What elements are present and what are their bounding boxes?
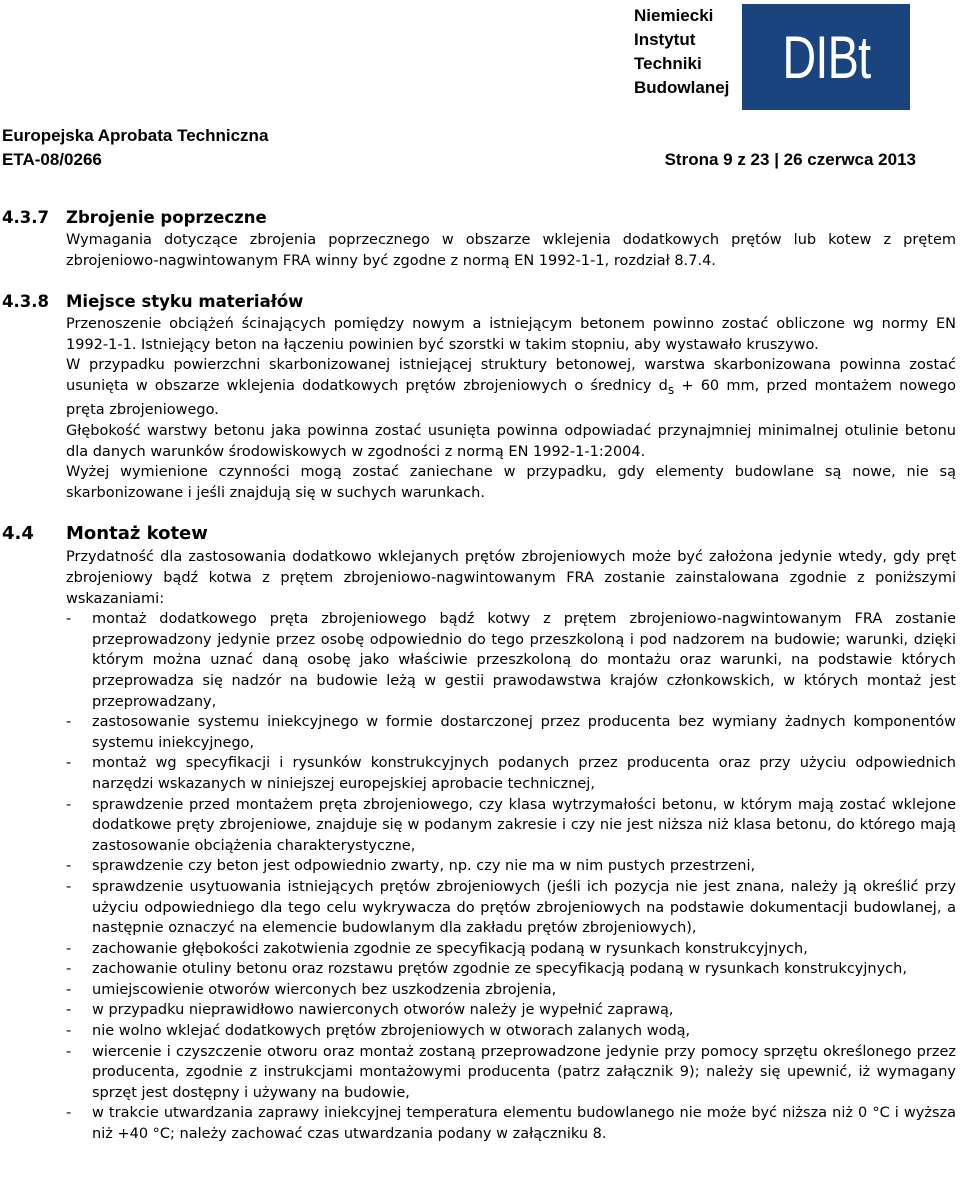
paragraph: Wymagania dotyczące zbrojenia poprzecznego w obszarze wklejenia dodatkowych prętów lub kotew z prętem zbrojeniowo-nagwintowanym FRA winny być zgodne z normą EN 1992-1-1, rozdział 8.7.4. [66, 232, 956, 269]
list-item [66, 1000, 956, 1021]
document-title: Europejska Aprobata Techniczna [2, 126, 269, 145]
section-body [66, 230, 956, 271]
institute-name-line: Niemiecki [634, 6, 714, 25]
list-item-text: zachowanie głębokości zakotwienia zgodnie ze specyfikacją podaną w rysunkach konstrukcyjnych, [92, 940, 808, 957]
paragraph-text: W przypadku powierzchni skarbonizowanej istniejącej struktury betonowej, warstwa skarbonizowana powinna zostać usunięta w obszarze wklejenia dodatkowych prętów zbrojeniowych o średnicy d [66, 357, 956, 394]
list-item [66, 959, 956, 980]
bullet-dash: - [66, 755, 72, 772]
bullet-dash: - [66, 981, 72, 998]
list-item [66, 1021, 956, 1042]
list-item-text: sprawdzenie przed montażem pręta zbrojeniowego, czy klasa wytrzymałości betonu, w którym mają zostać wklejone dodatkowe pręty zbrojeniowe, znajduje się w podanym zakresie i czy nie jest niższa niż klasa betonu, do którego mają zastosowanie obciążenia charakterystyczne, [92, 796, 956, 854]
list-item [66, 1103, 956, 1144]
section-heading [2, 206, 956, 230]
list-item-text: montaż wg specyfikacji i rysunków konstrukcyjnych podanych przez producenta oraz przy użyciu odpowiednich narzędzi wskazanych w niniejszej europejskiej aprobacie technicznej, [92, 755, 956, 792]
document-id-block [2, 124, 268, 172]
list-item [66, 980, 956, 1001]
section-4-4 [2, 521, 956, 1144]
requirements-list [66, 609, 956, 1144]
document-body [2, 206, 956, 1145]
list-item-text: wiercenie i czyszczenie otworu oraz montaż zostaną przeprowadzone jedynie przy pomocy sprzętu określonego przez producenta, zgodnie z instrukcjami montażowymi producenta (patrz załącznik 9); należy się upewnić, iż wymagany sprzęt jest dostępny i używany na budowie, [92, 1043, 956, 1101]
list-item-text: zastosowanie systemu iniekcyjnego w formie dostarczonej przez producenta bez wymiany żadnych komponentów systemu iniekcyjnego, [92, 714, 956, 751]
paragraph: Głębokość warstwy betonu jaka powinna zostać usunięta powinna odpowiadać przynajmniej minimalnej otulinie betonu dla danych warunków środowiskowych w zgodności z normą EN 1992-1-1:2004. [66, 423, 956, 460]
document-number: ETA-08/0266 [2, 150, 102, 169]
logo-text: DIBt [782, 23, 870, 91]
institute-name-line: Budowlanej [634, 78, 730, 97]
list-item [66, 753, 956, 794]
paragraph [66, 355, 956, 421]
bullet-dash: - [66, 611, 72, 628]
bullet-dash: - [66, 878, 72, 895]
list-item-text: montaż dodatkowego pręta zbrojeniowego bądź kotwy z prętem zbrojeniowo-nagwintowanym FRA zostanie przeprowadzony jedynie przez osobę odpowiednio do tego przeszkoloną i pod nadzorem na budowie; warunki, dzięki którym można uznać daną osobę jako właściwie przeszkoloną do montażu oraz warunki, na podstawie których przeprowadza się nadzór na budowie leżą w gestii prawodawstwa krajów członkowskich, w których montaż jest przeprowadzany, [92, 611, 956, 710]
institute-name [634, 4, 744, 100]
paragraph-text: + 60 mm, przed montażem nowego pręta zbrojeniowego. [66, 377, 956, 419]
section-title: Montaż kotew [66, 523, 208, 545]
bullet-dash: - [66, 858, 72, 875]
section-body [66, 547, 956, 1144]
bullet-dash: - [66, 1023, 72, 1040]
bullet-dash: - [66, 796, 72, 813]
bullet-dash: - [66, 714, 72, 731]
bullet-dash: - [66, 1043, 72, 1060]
list-item-text: zachowanie otuliny betonu oraz rozstawu prętów zgodnie ze specyfikacją podaną w rysunkach konstrukcyjnych, [92, 961, 907, 978]
page-info: Strona 9 z 23 | 26 czerwca 2013 [664, 150, 916, 169]
institute-name-line: Instytut [634, 30, 696, 49]
paragraph: Przenoszenie obciążeń ścinających pomiędzy nowym a istniejącym betonem powinno zostać obliczone wg normy EN 1992-1-1. Istniejący beton na łączeniu powinien być szorstki w takim stopniu, aby wystawało kruszywo. [66, 316, 956, 353]
dibt-logo [742, 4, 910, 110]
section-title: Zbrojenie poprzeczne [66, 208, 267, 227]
list-item [66, 712, 956, 753]
section-body [66, 314, 956, 503]
list-item-text: w trakcie utwardzania zaprawy iniekcyjnej temperatura elementu budowlanego nie może być niższa niż 0 °C i wyższa niż +40 °C; należy zachować czas utwardzania podany w załączniku 8. [92, 1105, 956, 1143]
bullet-dash: - [66, 1105, 72, 1122]
section-4-3-7 [2, 206, 956, 271]
paragraph: Przydatność dla zastosowania dodatkowo wklejanych prętów zbrojeniowych może być założona jedynie wtedy, gdy pręt zbrojeniowy bądź kotwa z prętem zbrojeniowo-nagwintowanym FRA zostanie zainstalowana zgodnie z poniższymi wskazaniami: [66, 549, 956, 607]
section-number: 4.3.7 [2, 208, 49, 227]
bullet-dash: - [66, 940, 72, 957]
list-item [66, 856, 956, 877]
list-item-text: umiejscowienie otworów wierconych bez uszkodzenia zbrojenia, [92, 981, 557, 998]
section-number: 4.3.8 [2, 292, 49, 312]
section-heading [2, 521, 956, 547]
list-item-text: sprawdzenie czy beton jest odpowiednio zwarty, np. czy nie ma w nim pustych przestrzeni, [92, 858, 756, 875]
list-item [66, 1042, 956, 1104]
section-heading [2, 290, 956, 314]
section-4-3-8 [2, 290, 956, 503]
list-item [66, 877, 956, 939]
section-number: 4.4 [2, 523, 34, 545]
list-item-text: nie wolno wklejać dodatkowych prętów zbrojeniowych w otworach zalanych wodą, [92, 1023, 691, 1040]
section-title: Miejsce styku materiałów [66, 292, 304, 312]
subscript: s [667, 382, 675, 397]
institute-name-line: Techniki [634, 54, 702, 73]
bullet-dash: - [66, 1002, 72, 1019]
list-item [66, 795, 956, 857]
list-item [66, 609, 956, 712]
list-item-text: sprawdzenie usytuowania istniejących prętów zbrojeniowych (jeśli ich pozycja nie jest znana, należy ją określić przy użyciu odpowiedniego dla tego celu wykrywacza do prętów zbrojeniowych na podstawie dokumentacji budowlanej, a następnie oznaczyć na elemencie budowlanym dla zakładu prętów zbrojeniowych), [92, 878, 956, 937]
list-item-text: w przypadku nieprawidłowo nawierconych otworów należy je wypełnić zaprawą, [92, 1002, 674, 1019]
paragraph: Wyżej wymienione czynności mogą zostać zaniechane w przypadku, gdy elementy budowlane są nowe, nie są skarbonizowane i jeśli znajdują się w suchych warunkach. [66, 464, 956, 501]
list-item [66, 939, 956, 960]
bullet-dash: - [66, 961, 72, 978]
